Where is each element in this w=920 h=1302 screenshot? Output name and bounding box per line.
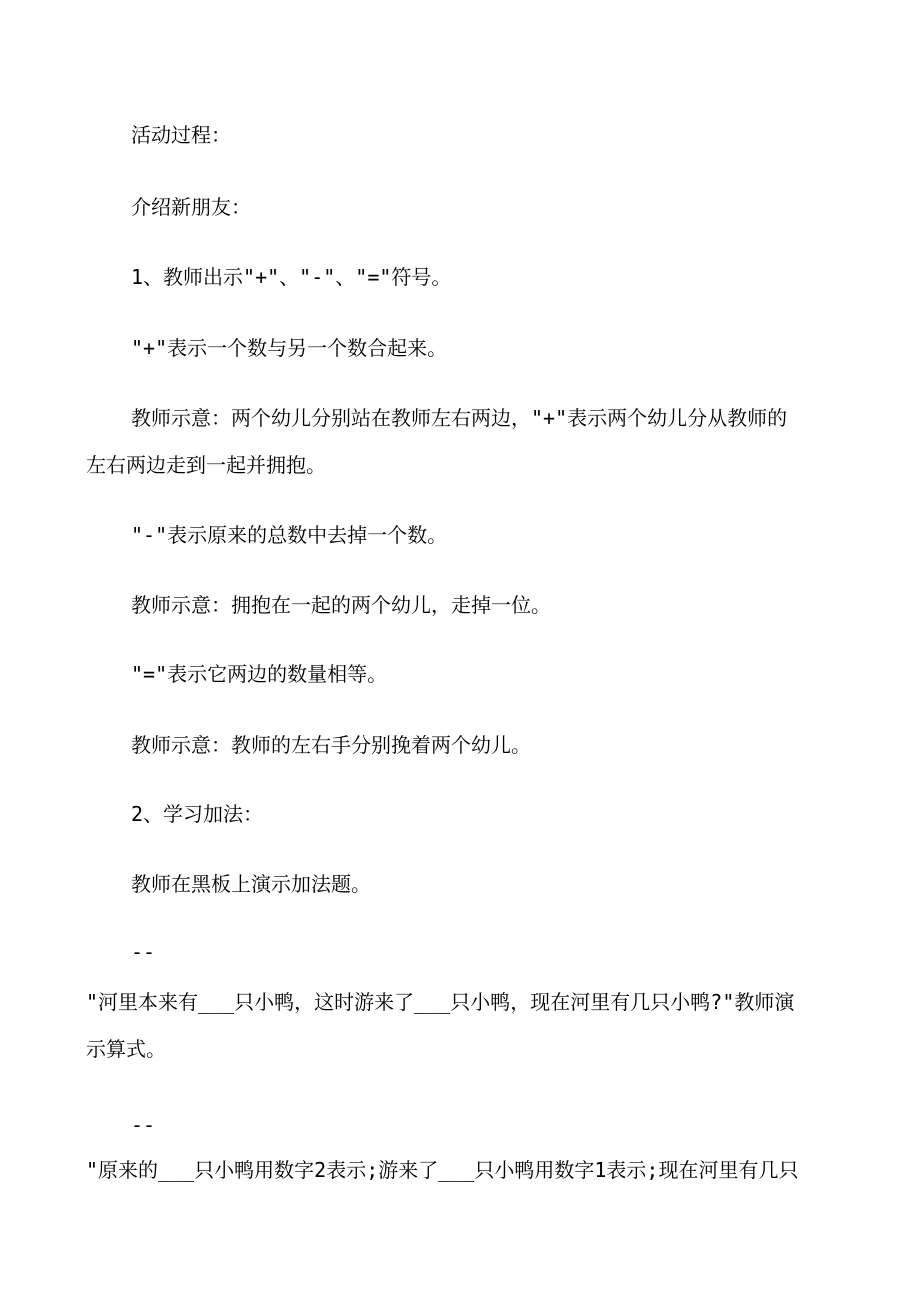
paragraph-line: "+"表示一个数与另一个数合起来。 — [131, 336, 448, 360]
dash-marker: -- — [131, 940, 156, 964]
paragraph-line: 教师在黑板上演示加法题。 — [131, 872, 371, 896]
heading-activity-process: 活动过程： — [131, 123, 231, 147]
dash-marker: -- — [131, 1113, 156, 1137]
paragraph-line: 教师示意：教师的左右手分别挽着两个幼儿。 — [131, 733, 531, 757]
paragraph-line: 左右两边走到一起并拥抱。 — [86, 453, 326, 477]
paragraph-line: 1、教师出示"+"、"-"、"="符号。 — [131, 265, 452, 289]
paragraph-line: "河里本来有___只小鸭，这时游来了___只小鸭，现在河里有几只小鸭?"教师演 — [86, 990, 795, 1014]
heading-learn-addition: 2、学习加法： — [131, 802, 264, 826]
paragraph-line: 示算式。 — [86, 1037, 166, 1061]
paragraph-line: "-"表示原来的总数中去掉一个数。 — [131, 523, 448, 547]
paragraph-line: "="表示它两边的数量相等。 — [131, 662, 388, 686]
paragraph-line: 教师示意：拥抱在一起的两个幼儿，走掉一位。 — [131, 593, 551, 617]
paragraph-line: 教师示意：两个幼儿分别站在教师左右两边，"+"表示两个幼儿分从教师的 — [131, 406, 788, 430]
paragraph-line: "原来的___只小鸭用数字2表示;游来了___只小鸭用数字1表示;现在河里有几只 — [86, 1158, 799, 1182]
heading-introduce-new-friends: 介绍新朋友： — [131, 195, 251, 219]
